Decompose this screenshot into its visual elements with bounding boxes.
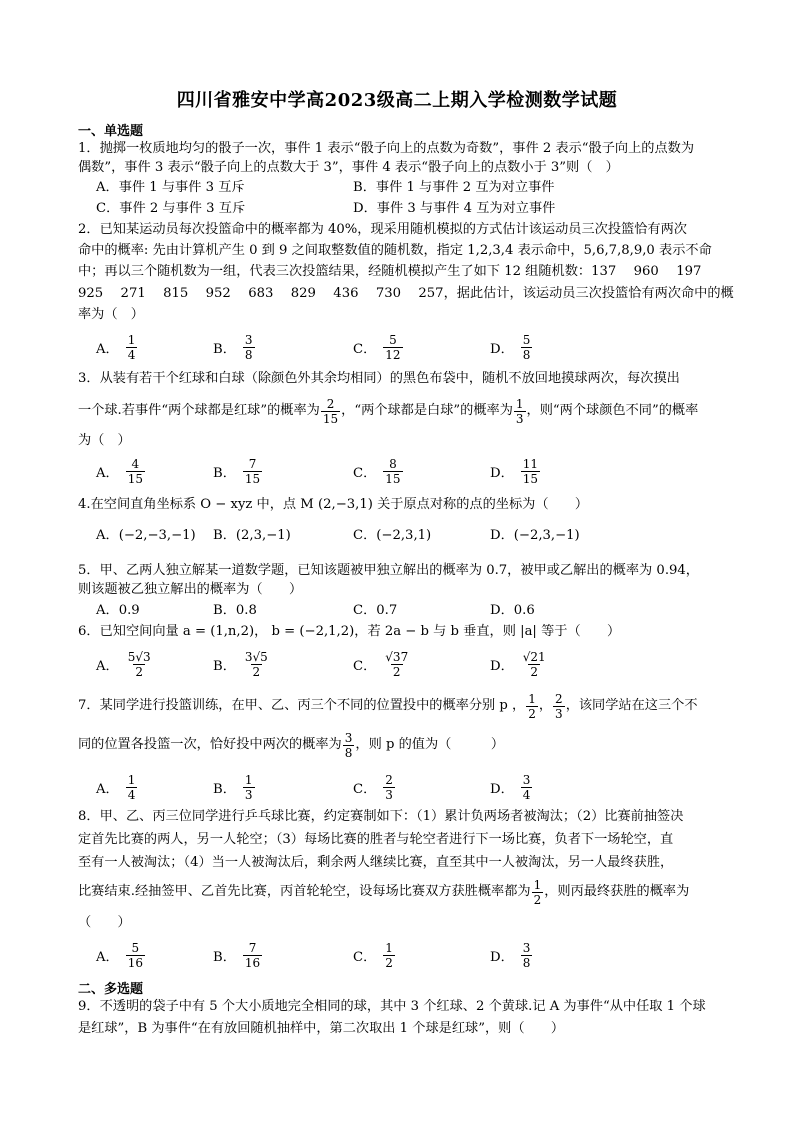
q1-option-a: A．事件 1 与事件 3 互斥 xyxy=(96,180,245,195)
q5-option-c: C．0.7 xyxy=(353,603,398,618)
q2-line-5: 率为（ ） xyxy=(78,307,144,322)
q8-line-1: 8．甲、乙、丙三位同学进行乒乓球比赛，约定赛制如下：（1）累计负两场者被淘汰；（2）比赛前抽签决 xyxy=(78,809,684,824)
q5-option-b: B．0.8 xyxy=(213,603,257,618)
fraction: $\frac{1}{3}$ xyxy=(515,396,524,426)
fraction: $\frac{7}{16}$ xyxy=(244,940,261,970)
fraction: $\frac{√37}{2}$ xyxy=(385,649,409,679)
q2-line-2: 命中的概率: 先由计算机产生 0 到 9 之间取整数值的随机数，指定 1,2,3,4 表示命中，5,6,7,8,9,0 表示不命 xyxy=(78,243,712,258)
q8-option-a: A． $\frac{5}{16}$ xyxy=(96,940,143,970)
fraction: $\frac{2}{15}$ xyxy=(322,396,339,426)
q2-option-a: A． $\frac{1}{4}$ xyxy=(96,332,136,362)
q3-options xyxy=(96,454,736,488)
fraction: $\frac{5}{8}$ xyxy=(522,332,531,362)
q7-option-c: C． $\frac{2}{3}$ xyxy=(353,772,393,802)
q8-line-5: （ ） xyxy=(78,915,131,930)
q8-option-c: C． $\frac{1}{2}$ xyxy=(353,940,393,970)
q2-options xyxy=(96,330,736,364)
q6-option-d: D． $\frac{√21}{2}$ xyxy=(490,649,546,679)
q5-line-1: 5．甲、乙两人独立解某一道数学题，已知该题被甲独立解出的概率为 0.7，被甲或乙解出的概率为 0.94， xyxy=(78,563,699,578)
q3-option-b: B． $\frac{7}{15}$ xyxy=(213,456,261,486)
q6-option-b: B． $\frac{3√5}{2}$ xyxy=(213,649,268,679)
fraction: $\frac{√21}{2}$ xyxy=(522,649,546,679)
fraction: $\frac{1}{2}$ xyxy=(533,877,542,907)
fraction: $\frac{5√3}{2}$ xyxy=(127,649,151,679)
q8-option-b: B． $\frac{7}{16}$ xyxy=(213,940,261,970)
fraction: $\frac{1}{3}$ xyxy=(244,772,253,802)
q2-line-1: 2．已知某运动员每次投篮命中的概率都为 40%，现采用随机模拟的方式估计该运动员三次投篮恰有两次 xyxy=(78,222,687,237)
q3-line-1: 3．从装有若干个红球和白球（除颜色外其余均相同）的黑色布袋中，随机不放回地摸球两次，每次摸出 xyxy=(78,371,680,386)
fraction: $\frac{11}{15}$ xyxy=(522,456,539,486)
q2-option-c: C． $\frac{5}{12}$ xyxy=(353,332,401,362)
fraction: $\frac{1}{2}$ xyxy=(385,940,393,970)
q6-option-c: C． $\frac{√37}{2}$ xyxy=(353,649,409,679)
fraction: $\frac{5}{12}$ xyxy=(385,332,401,362)
fraction: $\frac{3}{8}$ xyxy=(244,332,253,362)
q7-option-a: A． $\frac{1}{4}$ xyxy=(96,772,136,802)
section-multiple-choice: 二、多选题 xyxy=(78,982,144,997)
q3-line-3: 为（ ） xyxy=(78,433,131,448)
q8-line-2: 定首先比赛的两人，另一人轮空；（3）每场比赛的胜者与轮空者进行下一场比赛，负者下一场轮空，直 xyxy=(78,832,674,847)
q4-option-d: D．(−2,3,−1) xyxy=(490,528,580,543)
q5-option-d: D．0.6 xyxy=(490,603,535,618)
q8-line-3: 至有一人被淘汰；（4）当一人被淘汰后，剩余两人继续比赛，直至其中一人被淘汰，另一人最终获胜， xyxy=(78,855,674,870)
q2-line-4: 925 271 815 952 683 829 436 730 257，据此估计，该运动员三次投篮恰有两次命中的概 xyxy=(78,286,734,301)
q8-line-4: 比赛结束.经抽签甲、乙首先比赛，丙首轮轮空，设每场比赛双方获胜概率都为 $\frac{1}{2}$ ，则丙最终获胜的概率为 xyxy=(78,877,690,907)
q2-line-3: 中；再以三个随机数为一组，代表三次投篮结果，经随机模拟产生了如下 12 组随机数：137 960 197 xyxy=(78,264,702,279)
q1-line-2: 偶数”，事件 3 表示“骰子向上的点数大于 3”，事件 4 表示“骰子向上的点数小于 3”则（ ） xyxy=(78,160,619,175)
q7-option-b: B． $\frac{1}{3}$ xyxy=(213,772,253,802)
q2-option-b: B． $\frac{3}{8}$ xyxy=(213,332,253,362)
q3-option-d: D． $\frac{11}{15}$ xyxy=(490,456,539,486)
fraction: $\frac{3}{8}$ xyxy=(522,940,531,970)
q2-option-d: D． $\frac{5}{8}$ xyxy=(490,332,531,362)
q4-line: 4.在空间直角坐标系 O − xyz 中，点 M (2,−3,1) 关于原点对称的点的坐标为（ ） xyxy=(78,497,589,512)
q6-option-a: A． $\frac{5√3}{2}$ xyxy=(96,649,151,679)
q5-line-2: 则该题被乙独立解出的概率为（ ） xyxy=(78,582,303,597)
fraction: $\frac{1}{4}$ xyxy=(127,772,136,802)
q9-line-1: 9．不透明的袋子中有 5 个大小质地完全相同的球，其中 3 个红球、2 个黄球.记 A 为事件“从中任取 1 个球 xyxy=(78,999,706,1014)
page-title: 四川省雅安中学高2023级高二上期入学检测数学试题 xyxy=(176,90,618,111)
fraction: $\frac{8}{15}$ xyxy=(385,456,401,486)
q3-line-2: 一个球.若事件“两个球都是红球”的概率为 $\frac{2}{15}$ ，“两个球都是白球”的概率为 $\frac{1}{3}$ ，则“两个球颜色不同”的概率 xyxy=(78,396,699,426)
q8-options xyxy=(96,938,736,972)
fraction: $\frac{1}{4}$ xyxy=(127,332,136,362)
fraction: $\frac{3}{8}$ xyxy=(344,730,353,760)
q8-option-d: D． $\frac{3}{8}$ xyxy=(490,940,531,970)
q7-options xyxy=(96,770,736,804)
fraction: $\frac{2}{3}$ xyxy=(385,772,393,802)
q7-option-d: D． $\frac{3}{4}$ xyxy=(490,772,531,802)
q1-option-d: D．事件 3 与事件 4 互为对立事件 xyxy=(353,201,556,216)
q6-line: 6．已知空间向量 a = (1,n,2)， b = (−2,1,2)，若 2a − b 与 b 垂直，则 |a| 等于（ ） xyxy=(78,624,621,639)
fraction: $\frac{7}{15}$ xyxy=(244,456,261,486)
q3-option-a: A． $\frac{4}{15}$ xyxy=(96,456,143,486)
fraction: $\frac{1}{2}$ xyxy=(528,691,536,721)
q7-line-1: 7．某同学进行投篮训练，在甲、乙、丙三个不同的位置投中的概率分别 p ， $\frac{1}{2}$ ， $\frac{2}{3}$ ，该同学站在这三个不 xyxy=(78,691,698,721)
q1-option-b: B．事件 1 与事件 2 互为对立事件 xyxy=(353,180,555,195)
q4-option-b: B．(2,3,−1) xyxy=(213,528,291,543)
fraction: $\frac{3√5}{2}$ xyxy=(244,649,268,679)
q5-option-a: A．0.9 xyxy=(96,603,140,618)
q3-option-c: C． $\frac{8}{15}$ xyxy=(353,456,401,486)
fraction: $\frac{2}{3}$ xyxy=(555,691,563,721)
q1-line-1: 1．抛掷一枚质地均匀的骰子一次，事件 1 表示“骰子向上的点数为奇数”，事件 2 表示“骰子向上的点数为 xyxy=(78,141,695,156)
q6-options xyxy=(96,647,736,681)
fraction: $\frac{3}{4}$ xyxy=(522,772,531,802)
q4-option-c: C．(−2,3,1) xyxy=(353,528,432,543)
q4-option-a: A．(−2,−3,−1) xyxy=(96,528,196,543)
q7-line-2: 同的位置各投篮一次，恰好投中两次的概率为 $\frac{3}{8}$ ，则 p 的值为（ ） xyxy=(78,730,505,760)
q1-option-c: C．事件 2 与事件 3 互斥 xyxy=(96,201,246,216)
fraction: $\frac{5}{16}$ xyxy=(127,940,143,970)
fraction: $\frac{4}{15}$ xyxy=(127,456,143,486)
q9-line-2: 是红球”，B 为事件“在有放回随机抽样中，第二次取出 1 个球是红球”，则（ ） xyxy=(78,1021,565,1036)
section-single-choice: 一、单选题 xyxy=(78,124,144,139)
